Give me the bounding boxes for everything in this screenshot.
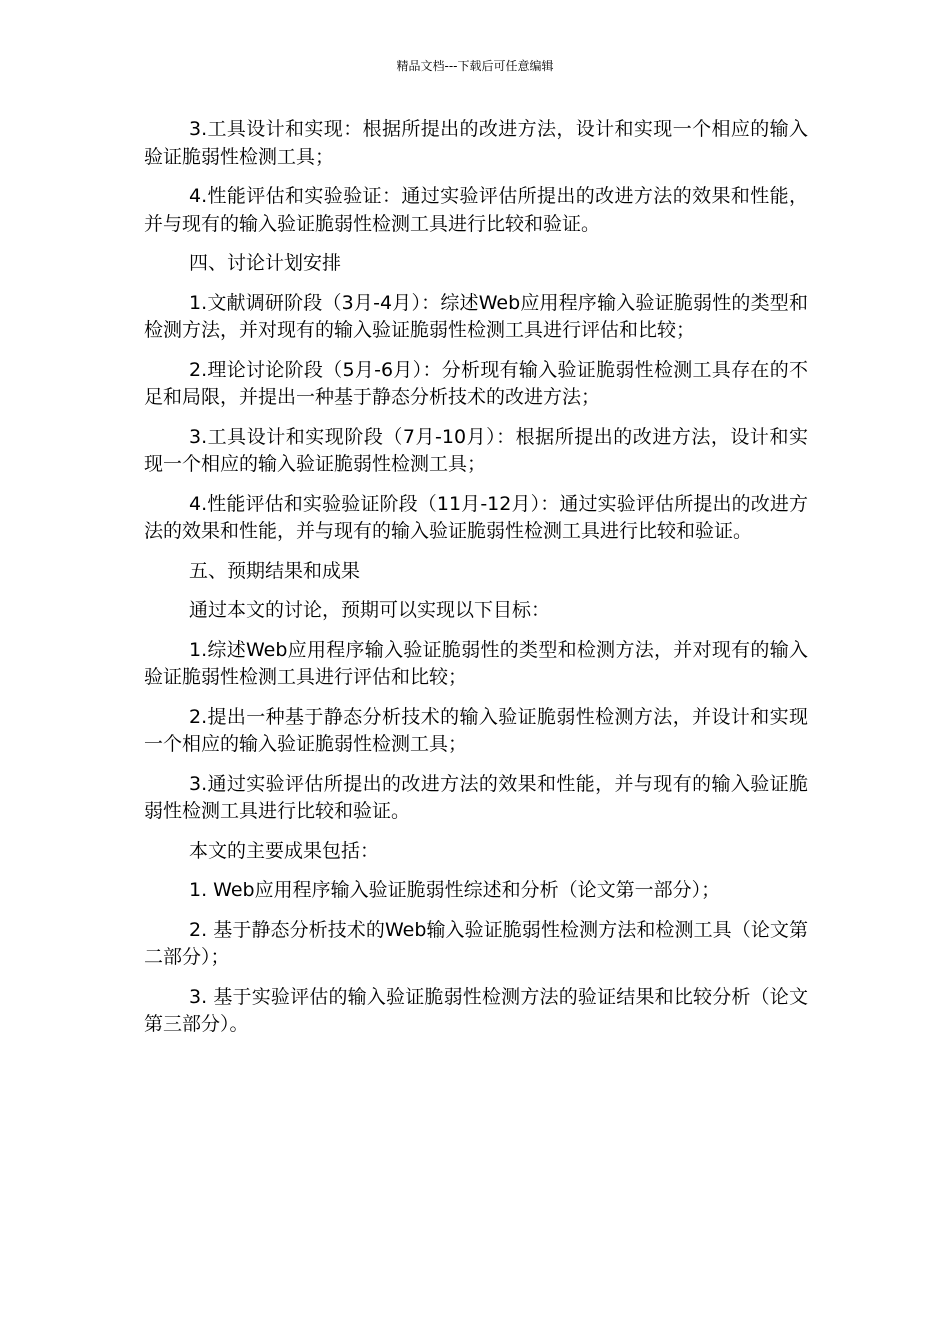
paragraph-outcome-1: 1. Web应用程序输入验证脆弱性综述和分析（论文第一部分）； [189,879,721,901]
document-body [144,116,808,1051]
paragraph-plan-stage-1: 1.文献调研阶段（3月-4月）：综述Web应用程序输入验证脆弱性的类型和检测方法，并对现有的输入验证脆弱性检测工具进行评估和比较； [144,291,808,341]
paragraph-outcome-2: 2. 基于静态分析技术的Web输入验证脆弱性检测方法和检测工具（论文第二部分）； [144,918,808,968]
page-header: 精品文档---下载后可任意编辑 [396,59,554,73]
paragraph-outcomes-intro: 本文的主要成果包括： [189,839,380,862]
paragraph-plan-stage-4: 4.性能评估和实验验证阶段（11月-12月）：通过实验评估所提出的改进方法的效果和性能，并与现有的输入验证脆弱性检测工具进行比较和验证。 [144,492,808,542]
paragraph-tool-design: 3.工具设计和实现：根据所提出的改进方法，设计和实现一个相应的输入验证脆弱性检测工具； [144,118,808,168]
paragraph-goal-2: 2.提出一种基于静态分析技术的输入验证脆弱性检测方法，并设计和实现一个相应的输入验证脆弱性检测工具； [144,705,808,755]
section-heading-plan: 四、讨论计划安排 [189,252,342,274]
paragraph-performance-eval: 4.性能评估和实验验证：通过实验评估所提出的改进方法的效果和性能，并与现有的输入验证脆弱性检测工具进行比较和验证。 [144,185,808,235]
section-heading-results: 五、预期结果和成果 [189,559,361,582]
paragraph-goals-intro: 通过本文的讨论，预期可以实现以下目标： [189,599,551,621]
paragraph-plan-stage-2: 2.理论讨论阶段（5月-6月）：分析现有输入验证脆弱性检测工具存在的不足和局限，并提出一种基于静态分析技术的改进方法； [144,358,808,408]
paragraph-outcome-3: 3. 基于实验评估的输入验证脆弱性检测方法的验证结果和比较分析（论文第三部分）。 [144,985,808,1035]
paragraph-goal-3: 3.通过实验评估所提出的改进方法的效果和性能，并与现有的输入验证脆弱性检测工具进行比较和验证。 [144,772,808,822]
paragraph-goal-1: 1.综述Web应用程序输入验证脆弱性的类型和检测方法，并对现有的输入验证脆弱性检测工具进行评估和比较； [144,638,808,688]
paragraph-plan-stage-3: 3.工具设计和实现阶段（7月-10月）：根据所提出的改进方法，设计和实现一个相应的输入验证脆弱性检测工具； [144,425,808,475]
